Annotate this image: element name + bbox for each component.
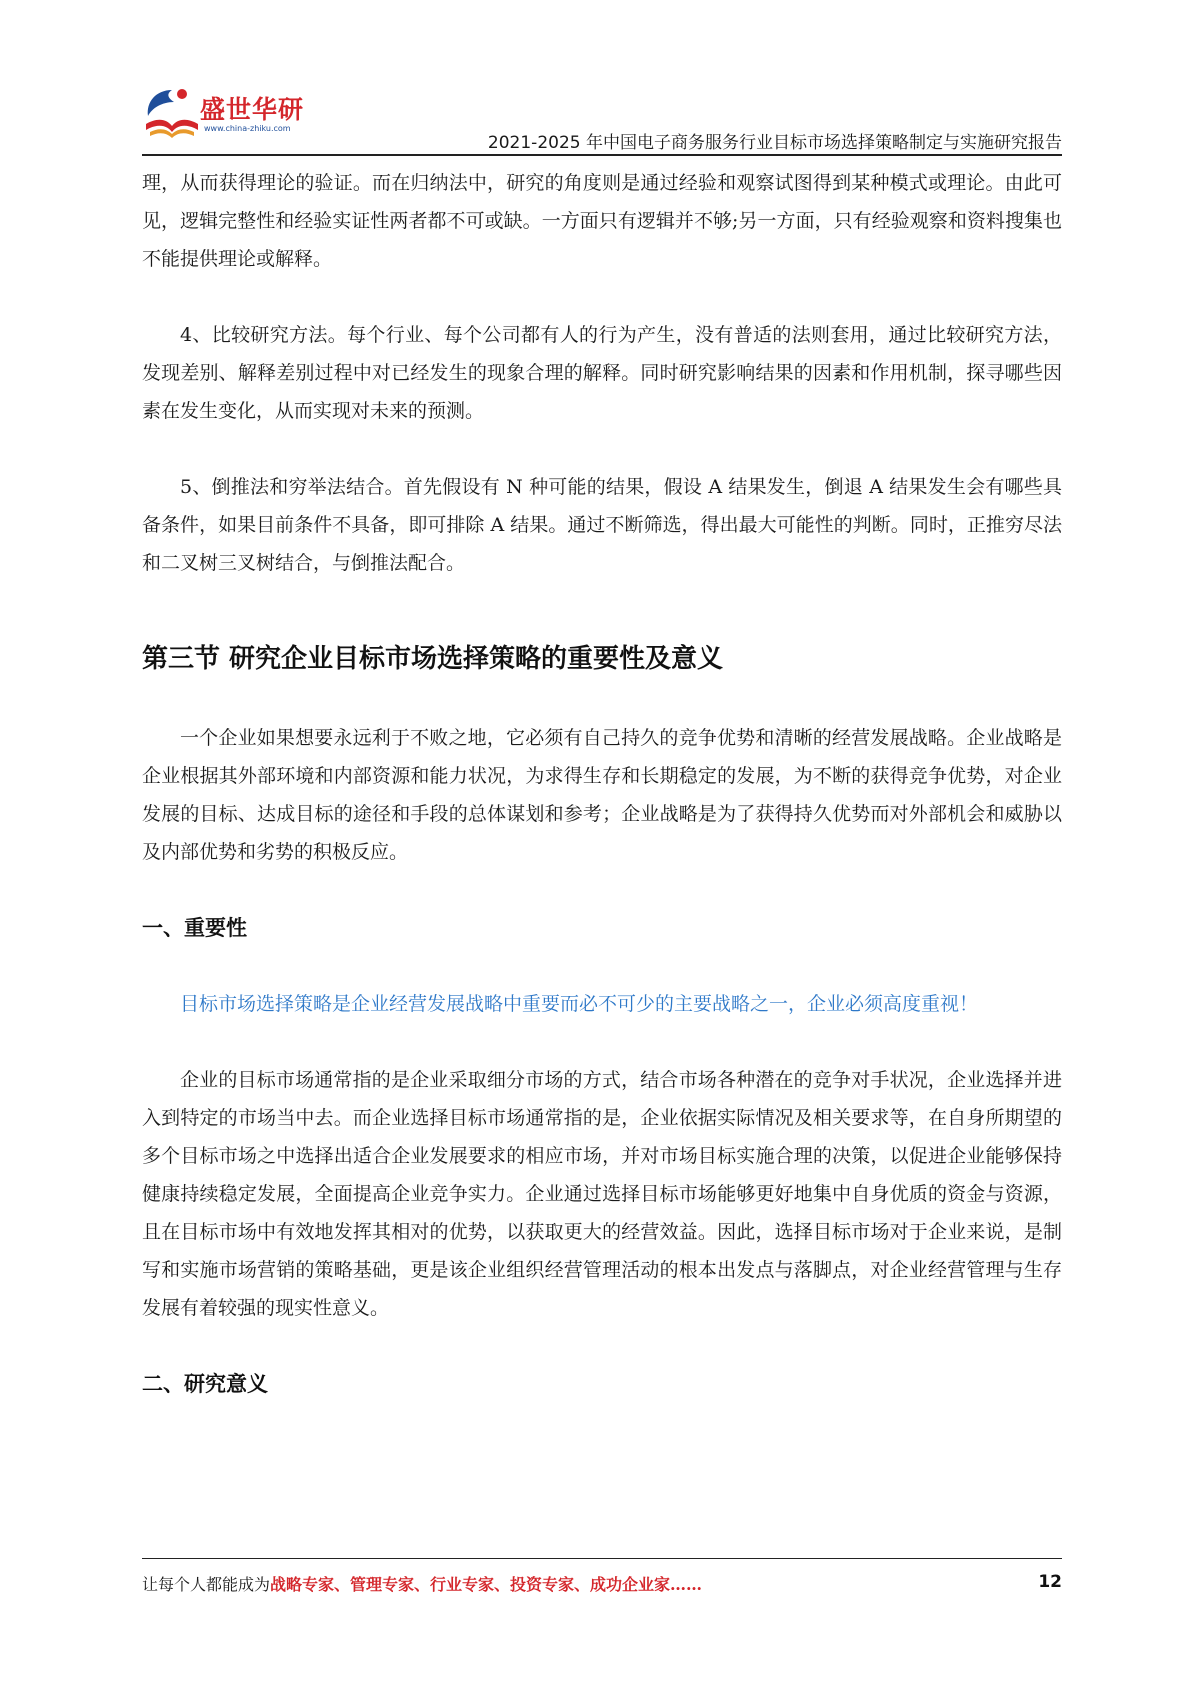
company-logo: [142, 84, 322, 146]
page-content: [142, 164, 1062, 1441]
footer-slogan-roles: 战略专家、管理专家、行业专家、投资专家、成功企业家……: [270, 1575, 703, 1594]
section-title: 第三节 研究企业目标市场选择策略的重要性及意义: [142, 644, 724, 674]
logo-name: 盛世华研: [200, 95, 305, 124]
section-intro-paragraph: 一个企业如果想要永远利于不败之地，它必须有自己持久的竞争优势和清晰的经营发展战略。企业战略是企业根据其外部环境和内部资源和能力状况，为求得生存和长期稳定的发展，为不断的获得竞争优势，对企业发展的目标、达成目标的途径和手段的总体谋划和参考；企业战略是为了获得持久优势而对外部机会和威胁以及内部优势和劣势的积极反应。: [142, 727, 1062, 863]
page-footer: [142, 1572, 1062, 1602]
logo-url: www.china-zhiku.com: [204, 124, 291, 133]
page-number: 12: [1038, 1572, 1062, 1592]
highlight-statement: 目标市场选择策略是企业经营发展战略中重要而必不可少的主要战略之一，企业必须高度重视！: [180, 993, 979, 1015]
page-header: [142, 82, 1062, 154]
subsection-importance-title: 一、重要性: [142, 916, 247, 940]
importance-paragraph: 企业的目标市场通常指的是企业采取细分市场的方式，结合市场各种潜在的竞争对手状况，企业选择并进入到特定的市场当中去。而企业选择目标市场通常指的是，企业依据实际情况及相关要求等，在自身所期望的多个目标市场之中选择出适合企业发展要求的相应市场，并对市场目标实施合理的决策，以促进企业能够保持健康持续稳定发展，全面提高企业竞争实力。企业通过选择目标市场能够更好地集中自身优质的资金与资源，且在目标市场中有效地发挥其相对的优势，以获取更大的经营效益。因此，选择目标市场对于企业来说，是制写和实施市场营销的策略基础，更是该企业组织经营管理活动的根本出发点与落脚点，对企业经营管理与生存发展有着较强的现实性意义。: [142, 1069, 1062, 1319]
header-divider: [142, 154, 1062, 156]
paragraph-comparative-method: 4、比较研究方法。每个行业、每个公司都有人的行为产生，没有普适的法则套用，通过比较研究方法，发现差别、解释差别过程中对已经发生的现象合理的解释。同时研究影响结果的因素和作用机制，探寻哪些因素在发生变化，从而实现对未来的预测。: [142, 324, 1062, 422]
subsection-significance-title: 二、研究意义: [142, 1372, 268, 1396]
paragraph-backward-method: 5、倒推法和穷举法结合。首先假设有 N 种可能的结果，假设 A 结果发生，倒退 A 结果发生会有哪些具备条件，如果目前条件不具备，即可排除 A 结果。通过不断筛选，得出最大可能性的判断。同时，正推穷尽法和二叉树三叉树结合，与倒推法配合。: [142, 476, 1062, 574]
footer-slogan-prefix: 让每个人都能成为: [142, 1575, 271, 1594]
footer-divider: [142, 1558, 1062, 1559]
logo-emblem-icon: [142, 84, 202, 146]
report-title: 2021-2025 年中国电子商务服务行业目标市场选择策略制定与实施研究报告: [487, 133, 1062, 153]
paragraph-continued: 理，从而获得理论的验证。而在归纳法中，研究的角度则是通过经验和观察试图得到某种模式或理论。由此可见，逻辑完整性和经验实证性两者都不可或缺。一方面只有逻辑并不够;另一方面，只有经验观察和资料搜集也不能提供理论或解释。: [142, 172, 1062, 270]
